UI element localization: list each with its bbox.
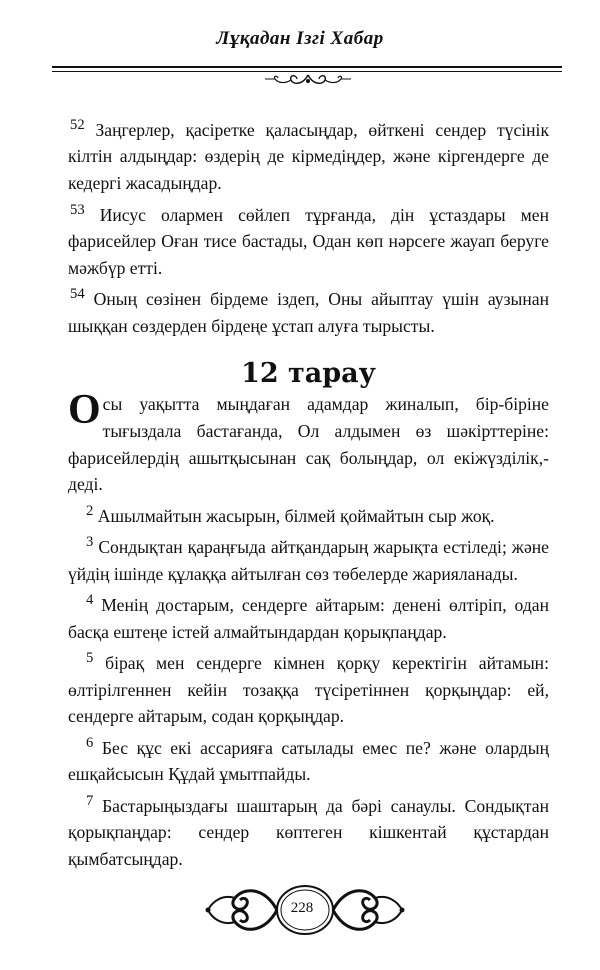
verse-text: бірақ мен сендерге кімнен қорқу керектігін айтамын: өлтірілгеннен кейін тозаққа түсіретіннен қорқыңдар: ей, сендерге айтарым, содан қорқыңдар. xyxy=(68,653,549,727)
header-title: Лұқадан Ізгі Хабар xyxy=(216,28,384,49)
verse-number: 53 xyxy=(70,201,85,218)
verse-3 xyxy=(68,529,549,587)
verse-text: Бастарыңыздағы шаштарың да бәрі санаулы. Сондықтан қорықпаңдар: сендер көптеген кішкентай құстардан қымбатсыңдар. xyxy=(68,795,549,869)
page-body xyxy=(68,112,549,873)
verse-54 xyxy=(68,281,549,339)
verse-number: 2 xyxy=(86,502,94,519)
verse-52 xyxy=(68,112,549,197)
verse-text: Бес құс екі ассарияға сатылады емес пе? және олардың ешқайсысын Құдай ұмытпайды. xyxy=(68,737,549,785)
verse-2 xyxy=(68,498,549,529)
verse-text: Ашылмайтын жасырын, білмей қоймайтын сыр жоқ. xyxy=(97,505,495,526)
verse-text: Сондықтан қараңғыда айтқандарың жарықта естіледі; және үйдің ішінде құлаққа айтылған сөз төбелерде жарияланады. xyxy=(68,537,549,584)
drop-cap: О xyxy=(68,387,101,434)
page-number: 228 xyxy=(290,900,314,916)
verse-4 xyxy=(68,587,549,645)
verse-number: 3 xyxy=(86,534,94,551)
verse-number: 7 xyxy=(86,792,94,809)
verse-number: 54 xyxy=(70,286,85,303)
header-rule-thick xyxy=(52,66,562,68)
verse-1 xyxy=(68,387,549,497)
verse-number: 4 xyxy=(86,592,94,609)
verse-text: сы уақытта мыңдаған адамдар жиналып, бір-біріне тығыздала бастағанда, Ол алдымен өз шәкірттеріне: фарисейлердің ашытқысынан сақ болыңдар, ол екіжүзділік,- деді. xyxy=(68,394,549,495)
verse-number: 6 xyxy=(86,734,94,751)
chapter-heading: 12 тарау xyxy=(241,358,376,390)
verse-5 xyxy=(68,645,549,730)
verse-number: 52 xyxy=(70,117,85,133)
verse-number: 5 xyxy=(86,650,94,667)
verse-text: Менің достарым, сендерге айтарым: денені өлтіріп, одан басқа ештеңе істей алмайтындардан қорықпаңдар. xyxy=(68,595,549,642)
verse-7 xyxy=(68,788,549,873)
verse-text: Оның сөзінен бірдеме іздеп, Оны айыптау үшін аузынан шыққан сөздерден бірдеңе ұстап алуға тырысты. xyxy=(68,289,549,336)
verse-53 xyxy=(68,197,549,282)
header-ornament-icon xyxy=(263,72,353,88)
verse-text: Иисус олармен сөйлеп тұрғанда, дін ұстаздары мен фарисейлер Оған тисе бастады, Одан көп нәрсеге жауап беруге мәжбүр етті. xyxy=(68,204,549,278)
verse-6 xyxy=(68,730,549,788)
verse-text: Заңгерлер, қасіретке қаласыңдар, өйткені сендер түсінік кілтін алдыңдар: өздерің де кірмедіңдер, және кіргендерге де кедергі жасадыңдар. xyxy=(68,119,549,194)
